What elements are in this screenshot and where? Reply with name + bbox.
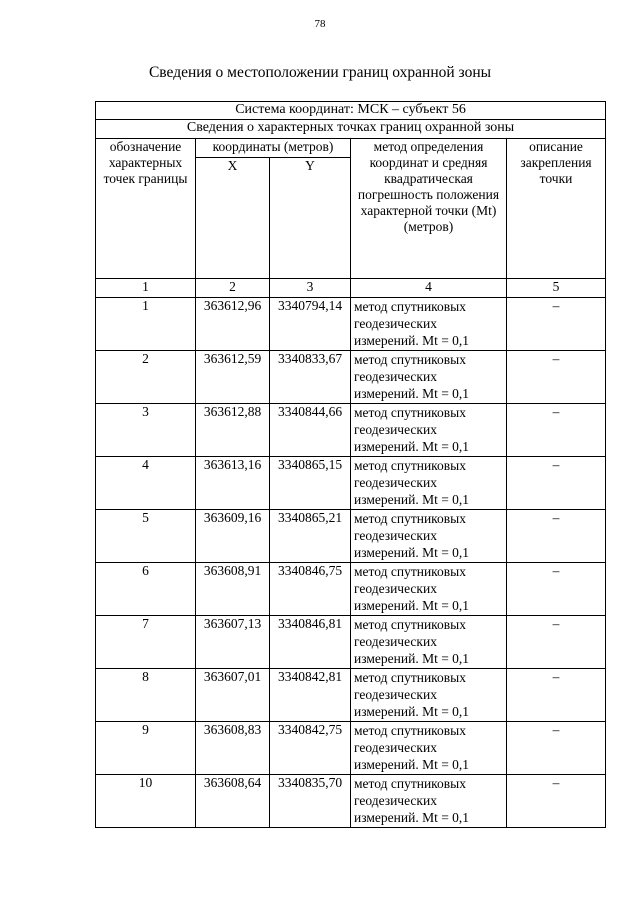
table-row — [96, 404, 606, 457]
x-coordinate-cell: 363607,13 — [196, 616, 270, 669]
boundary-points-table — [95, 101, 606, 828]
point-number-cell: 5 — [96, 510, 196, 563]
point-number-cell: 2 — [96, 351, 196, 404]
y-coordinate-cell: 3340846,75 — [270, 563, 351, 616]
point-number-cell: 6 — [96, 563, 196, 616]
point-number-cell: 4 — [96, 457, 196, 510]
y-coordinate-cell: 3340835,70 — [270, 775, 351, 828]
table-row — [96, 351, 606, 404]
header-x: X — [196, 158, 270, 279]
header-coordinates: координаты (метров) — [196, 139, 351, 158]
y-coordinate-cell: 3340833,67 — [270, 351, 351, 404]
section-title-cell: Сведения о характерных точках границ охранной зоны — [96, 120, 606, 139]
fixing-cell: – — [507, 563, 606, 616]
fixing-cell: – — [507, 404, 606, 457]
y-coordinate-cell: 3340865,21 — [270, 510, 351, 563]
page-number: 78 — [314, 18, 326, 30]
method-cell: метод спутниковых геодезических измерений. Mt = 0,1 — [351, 298, 507, 351]
point-number-cell: 3 — [96, 404, 196, 457]
method-cell: метод спутниковых геодезических измерений. Mt = 0,1 — [351, 722, 507, 775]
fixing-cell: – — [507, 669, 606, 722]
point-number-cell: 9 — [96, 722, 196, 775]
y-coordinate-cell: 3340846,81 — [270, 616, 351, 669]
table-row — [96, 616, 606, 669]
method-cell: метод спутниковых геодезических измерений. Mt = 0,1 — [351, 563, 507, 616]
x-coordinate-cell: 363613,16 — [196, 457, 270, 510]
fixing-cell: – — [507, 722, 606, 775]
column-number: 2 — [196, 279, 270, 298]
point-number-cell: 8 — [96, 669, 196, 722]
table-row — [96, 510, 606, 563]
table-row — [96, 722, 606, 775]
table-row — [96, 298, 606, 351]
method-cell: метод спутниковых геодезических измерений. Mt = 0,1 — [351, 457, 507, 510]
column-numbers-row — [96, 279, 606, 298]
header-point-designation: обозначение характерных точек границы — [96, 139, 196, 279]
coord-system-cell: Система координат: МСК – субъект 56 — [96, 102, 606, 120]
x-coordinate-cell: 363612,96 — [196, 298, 270, 351]
column-number: 1 — [96, 279, 196, 298]
method-cell: метод спутниковых геодезических измерений. Mt = 0,1 — [351, 669, 507, 722]
x-coordinate-cell: 363612,88 — [196, 404, 270, 457]
y-coordinate-cell: 3340842,81 — [270, 669, 351, 722]
point-number-cell: 1 — [96, 298, 196, 351]
table-row — [96, 457, 606, 510]
y-coordinate-cell: 3340844,66 — [270, 404, 351, 457]
fixing-cell: – — [507, 457, 606, 510]
x-coordinate-cell: 363608,83 — [196, 722, 270, 775]
method-cell: метод спутниковых геодезических измерений. Mt = 0,1 — [351, 404, 507, 457]
fixing-cell: – — [507, 510, 606, 563]
header-y: Y — [270, 158, 351, 279]
fixing-cell: – — [507, 298, 606, 351]
x-coordinate-cell: 363612,59 — [196, 351, 270, 404]
column-number: 4 — [351, 279, 507, 298]
x-coordinate-cell: 363609,16 — [196, 510, 270, 563]
y-coordinate-cell: 3340865,15 — [270, 457, 351, 510]
method-cell: метод спутниковых геодезических измерений. Mt = 0,1 — [351, 616, 507, 669]
method-cell: метод спутниковых геодезических измерений. Mt = 0,1 — [351, 510, 507, 563]
method-cell: метод спутниковых геодезических измерений. Mt = 0,1 — [351, 351, 507, 404]
x-coordinate-cell: 363608,64 — [196, 775, 270, 828]
y-coordinate-cell: 3340794,14 — [270, 298, 351, 351]
table-row — [96, 669, 606, 722]
fixing-cell: – — [507, 775, 606, 828]
column-number: 5 — [507, 279, 606, 298]
point-number-cell: 10 — [96, 775, 196, 828]
column-number: 3 — [270, 279, 351, 298]
x-coordinate-cell: 363608,91 — [196, 563, 270, 616]
fixing-cell: – — [507, 616, 606, 669]
header-method: метод определения координат и средняя квадратическая погрешность положения характерной точки (Mt) (метров) — [351, 139, 507, 279]
document-title: Сведения о местоположении границ охранной зоны — [148, 64, 492, 81]
header-fixing: описание закрепления точки — [507, 139, 606, 279]
x-coordinate-cell: 363607,01 — [196, 669, 270, 722]
fixing-cell: – — [507, 351, 606, 404]
point-number-cell: 7 — [96, 616, 196, 669]
method-cell: метод спутниковых геодезических измерений. Mt = 0,1 — [351, 775, 507, 828]
table-row — [96, 563, 606, 616]
table-row — [96, 775, 606, 828]
y-coordinate-cell: 3340842,75 — [270, 722, 351, 775]
